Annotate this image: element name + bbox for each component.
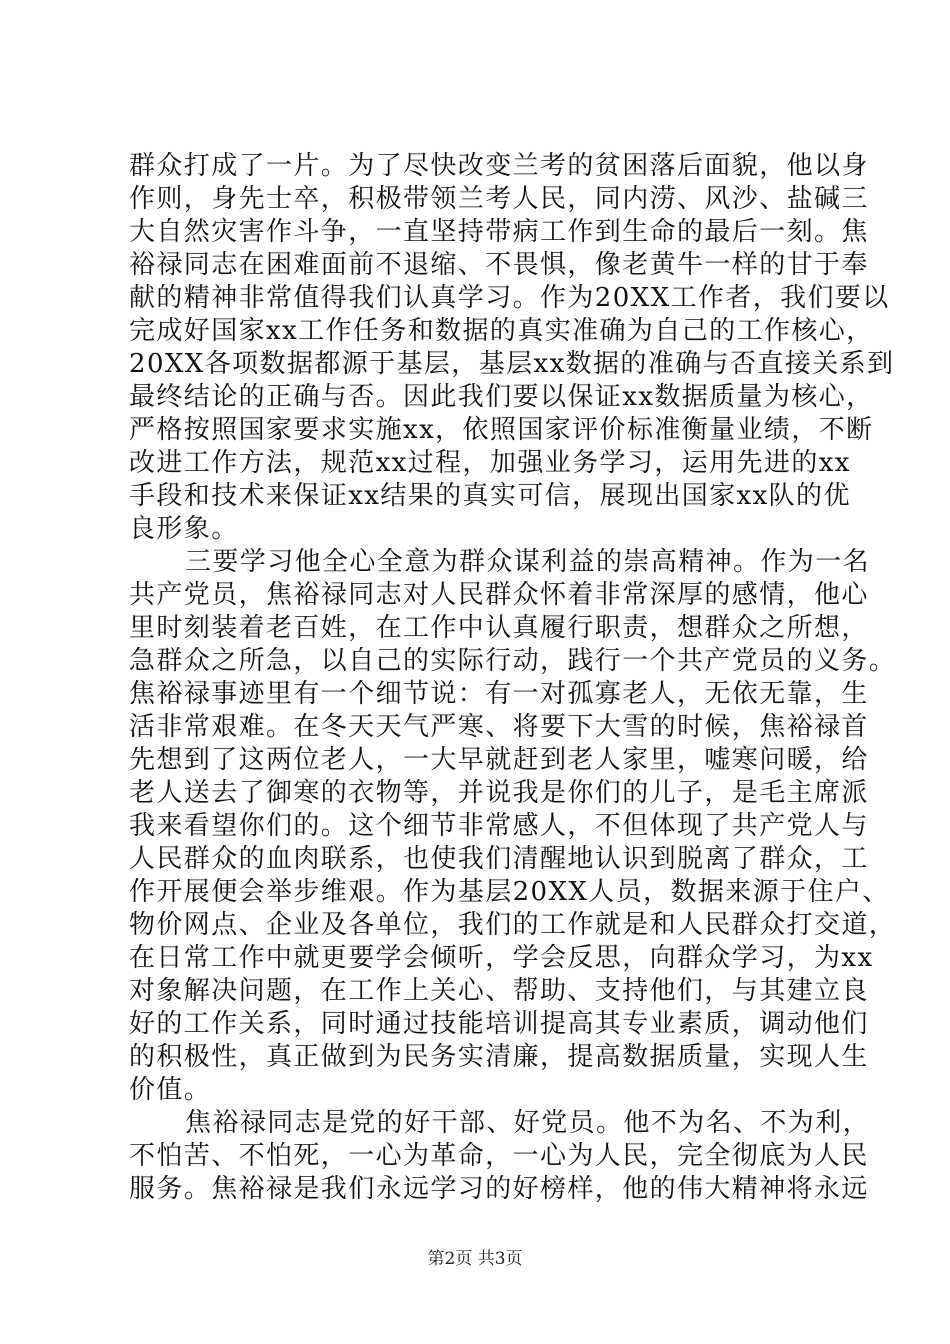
text-line: 裕禄同志在困难面前不退缩、不畏惧，像老黄牛一样的甘于奉 [129,250,869,280]
text-line: 严格按照国家要求实施xx，依照国家评价标准衡量业绩，不断 [129,415,874,445]
text-line: 人民群众的血肉联系，也使我们清醒地认识到脱离了群众，工 [129,844,869,874]
text-line: 20XX各项数据都源于基层，基层xx数据的准确与否直接关系到 [129,349,895,379]
text-line: 群众打成了一片。为了尽快改变兰考的贫困落后面貌，他以身 [129,151,869,181]
text-line: 急群众之所急，以自己的实际行动，践行一个共产党员的义务。 [129,646,897,676]
text-line: 完成好国家xx工作任务和数据的真实准确为自己的工作核心， [129,316,874,346]
text-line: 作则，身先士卒，积极带领兰考人民，同内涝、风沙、盐碱三 [129,184,869,214]
text-line: 献的精神非常值得我们认真学习。作为20XX工作者，我们要以 [129,283,890,313]
text-line: 改进工作方法，规范xx过程，加强业务学习，运用先进的xx [129,448,851,478]
text-line: 先想到了这两位老人，一大早就赶到老人家里，嘘寒问暖，给 [129,745,869,775]
page-number-label: 第2页 共3页 [427,1249,523,1269]
text-line: 大自然灾害作斗争，一直坚持带病工作到生命的最后一刻。焦 [129,217,869,247]
document-body [129,150,897,1206]
text-line: 共产党员，焦裕禄同志对人民群众怀着非常深厚的感情，他心 [129,580,869,610]
text-line: 不怕苦、不怕死，一心为革命，一心为人民，完全彻底为人民 [129,1141,869,1171]
paragraph-3 [129,1107,871,1206]
text-line: 服务。焦裕禄是我们永远学习的好榜样，他的伟大精神将永远 [129,1174,869,1204]
text-line: 价值。 [129,1075,212,1105]
text-line: 里时刻装着老百姓，在工作中认真履行职责，想群众之所想， [129,613,869,643]
text-line: 手段和技术来保证xx结果的真实可信，展现出国家xx队的优 [129,481,851,511]
text-line: 老人送去了御寒的衣物等，并说我是你们的儿子，是毛主席派 [129,778,869,808]
text-line: 在日常工作中就更要学会倾听，学会反思，向群众学习，为xx [129,943,874,973]
text-line: 物价网点、企业及各单位，我们的工作就是和人民群众打交道， [129,910,897,940]
text-line: 对象解决问题，在工作上关心、帮助、支持他们，与其建立良 [129,976,869,1006]
text-line: 最终结论的正确与否。因此我们要以保证xx数据质量为核心， [129,382,874,412]
text-line: 的积极性，真正做到为民务实清廉，提高数据质量，实现人生 [129,1042,869,1072]
page-footer [0,1248,950,1270]
text-line: 好的工作关系，同时通过技能培训提高其专业素质，调动他们 [129,1009,869,1039]
text-line: 我来看望你们的。这个细节非常感人，不但体现了共产党人与 [129,811,869,841]
paragraph-2 [129,546,897,1107]
text-line: 焦裕禄事迹里有一个细节说：有一对孤寡老人，无依无靠，生 [129,679,869,709]
text-line-first: 焦裕禄同志是党的好干部、好党员。他不为名、不为利， [185,1108,871,1138]
text-line: 良形象。 [129,514,239,544]
text-line: 作开展便会举步维艰。作为基层20XX人员，数据来源于住户、 [129,877,890,907]
text-line-first: 三要学习他全心全意为群众谋利益的崇高精神。作为一名 [185,547,871,577]
text-line: 活非常艰难。在冬天天气严寒、将要下大雪的时候，焦裕禄首 [129,712,869,742]
paragraph-1 [129,150,895,546]
